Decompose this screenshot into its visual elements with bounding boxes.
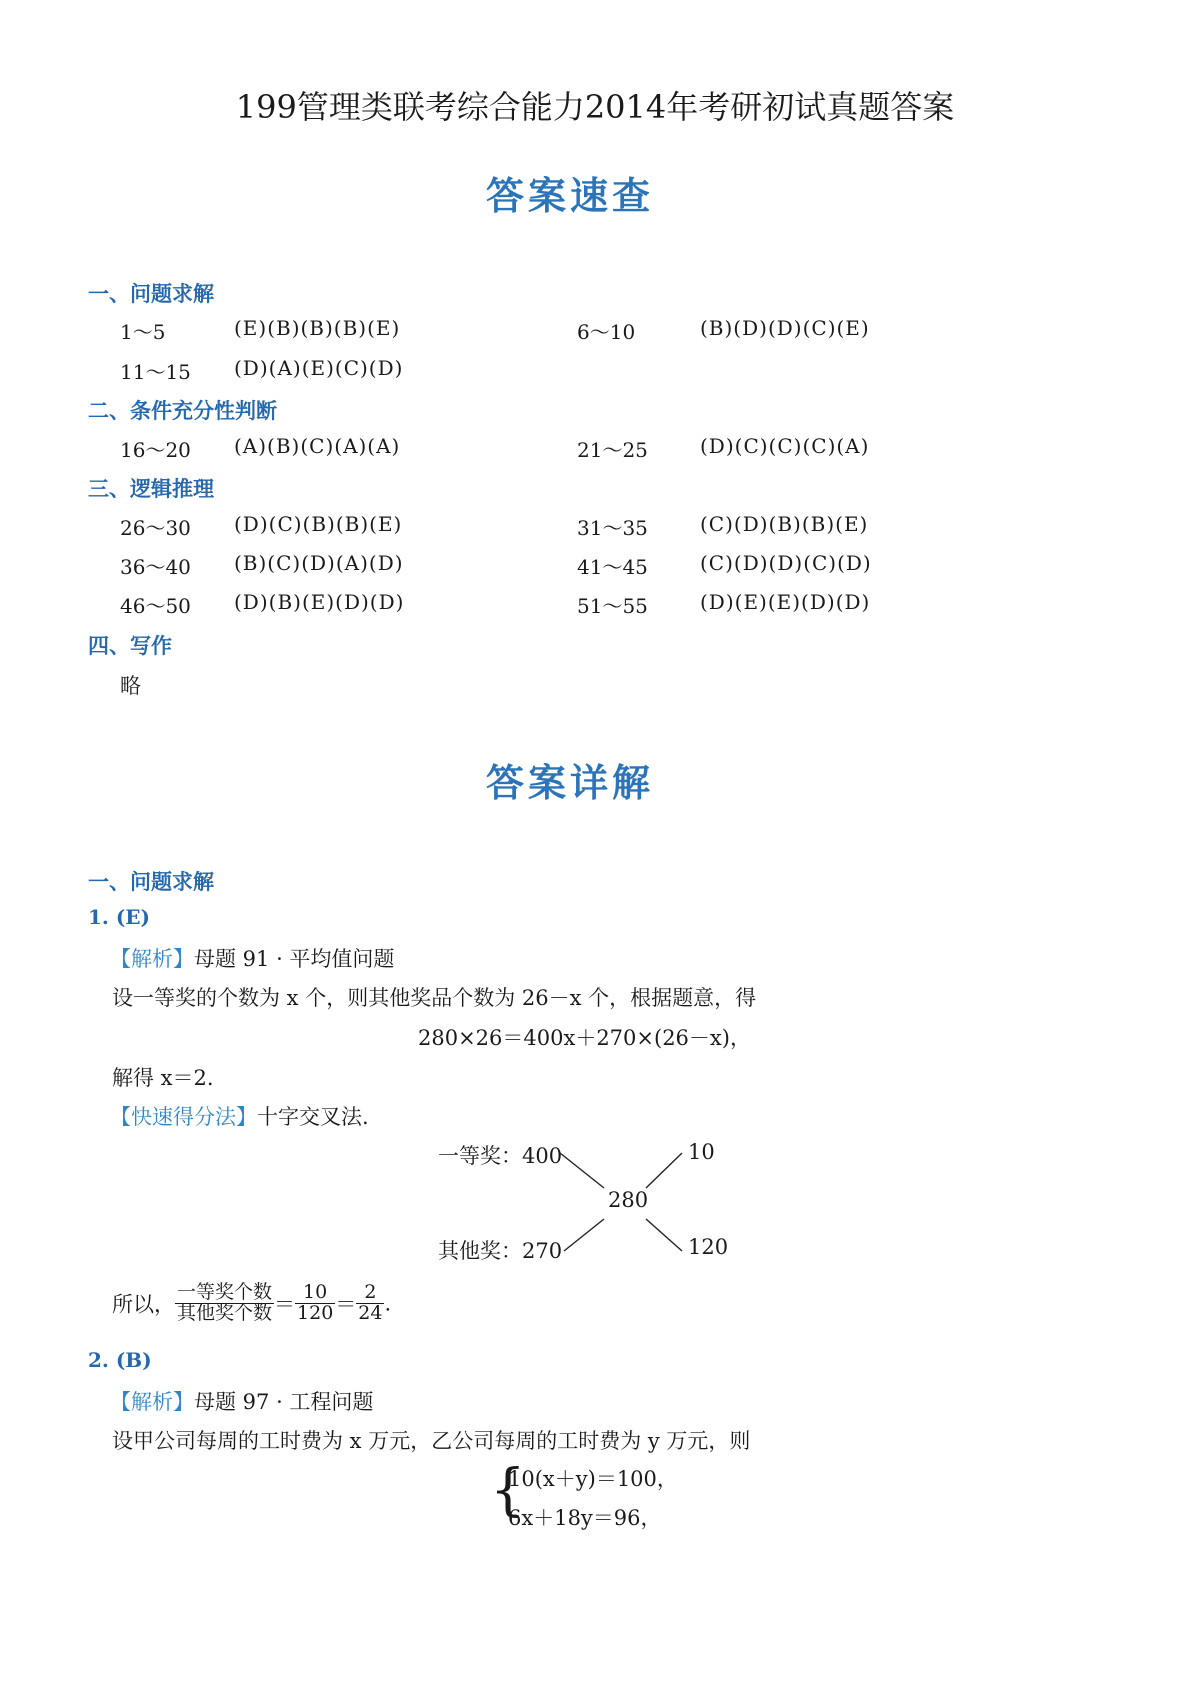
quick-method-tag: 【快速得分法】 [110,1105,257,1129]
cross-method-diagram [558,1145,698,1255]
cross-bottom-left-label: 其他奖：270 [438,1239,563,1263]
detailed-answers-heading: 答案详解 [485,761,654,805]
answer-list: (A)(B)(C)(A)(A) [234,434,401,458]
answer-range: 16～20 [120,438,191,462]
question-1-analysis [110,943,394,973]
answer-range: 51～55 [577,594,648,618]
question-2-analysis [110,1386,373,1416]
question-1-equation: 280×26＝400x＋270×(26－x)， [418,1026,751,1050]
cross-center-value: 280 [608,1188,649,1212]
answer-range: 26～30 [120,516,191,540]
answer-list: (E)(B)(B)(B)(E) [234,316,401,340]
answer-list: (B)(C)(D)(A)(D) [234,551,404,575]
quick-method-text: 十字交叉法. [257,1105,369,1129]
cross-top-left-label: 一等奖：400 [438,1144,563,1168]
answer-list: (D)(E)(E)(D)(D) [700,590,871,614]
detail-section-1-heading: 一、问题求解 [88,870,214,894]
cross-bottom-right-value: 120 [688,1235,729,1259]
quick-section-3-heading: 三、逻辑推理 [88,477,214,501]
question-1-solution: 解得 x＝2. [112,1066,214,1090]
answer-range: 41～45 [577,555,648,579]
answer-range: 31～35 [577,516,648,540]
cross-line-bottom-right [646,1219,682,1251]
system-equation-1: 10(x＋y)＝100， [508,1467,678,1491]
quick-answers-heading: 答案速查 [485,174,654,218]
answer-range: 36～40 [120,555,191,579]
answer-list: (C)(D)(B)(B)(E) [700,512,869,536]
equation-system-brace: { [490,1458,526,1523]
answer-range: 46～50 [120,594,191,618]
system-equation-2: 6x＋18y＝96， [508,1506,662,1530]
quick-section-1-heading: 一、问题求解 [88,282,214,306]
document-title: 199管理类联考综合能力2014年考研初试真题答案 [235,88,955,126]
cross-top-right-value: 10 [688,1140,715,1164]
question-2-number: 2. (B) [88,1348,152,1372]
answer-range: 21～25 [577,438,648,462]
analysis-topic: 母题 97 · 工程问题 [194,1390,374,1414]
answer-list: (D)(A)(E)(C)(D) [234,356,404,380]
answer-list: (D)(B)(E)(D)(D) [234,590,405,614]
analysis-topic: 母题 91 · 平均值问题 [194,947,395,971]
answer-range: 1～5 [120,320,166,344]
question-2-setup-text: 设甲公司每周的工时费为 x 万元，乙公司每周的工时费为 y 万元，则 [112,1429,751,1453]
question-1-setup-text: 设一等奖的个数为 x 个，则其他奖品个数为 26－x 个，根据题意，得 [112,986,757,1010]
analysis-tag: 【解析】 [110,1390,194,1414]
cross-line-top-left [560,1153,604,1188]
quick-method [110,1101,369,1131]
answer-list: (B)(D)(D)(C)(E) [700,316,870,340]
quick-section-2-heading: 二、条件充分性判断 [88,399,277,423]
cross-line-top-right [646,1153,682,1188]
answer-list: (D)(C)(C)(C)(A) [700,434,870,458]
answer-range: 6～10 [577,320,636,344]
analysis-tag: 【解析】 [110,947,194,971]
writing-answer: 略 [120,674,141,698]
fraction-10-120: $\frac{10}{120}$ [297,1281,334,1324]
so-text: 所以， [112,1292,175,1317]
cross-line-bottom-left [564,1219,604,1251]
question-1-conclusion: 所以， $\frac{\text{一等奖个数}}{\text{其他奖个数}}$ ＝ $\frac{10}{120}$ ＝ $\frac{2}{24}$ . [112,1281,392,1324]
answer-list: (C)(D)(D)(C)(D) [700,551,872,575]
question-1-number: 1. (E) [88,905,151,929]
fraction-count-ratio: $\frac{\text{一等奖个数}}{\text{其他奖个数}}$ [177,1281,273,1324]
quick-section-4-heading: 四、写作 [88,634,172,658]
answer-list: (D)(C)(B)(B)(E) [234,512,403,536]
fraction-2-24: $\frac{2}{24}$ [358,1281,383,1324]
answer-range: 11～15 [120,360,191,384]
